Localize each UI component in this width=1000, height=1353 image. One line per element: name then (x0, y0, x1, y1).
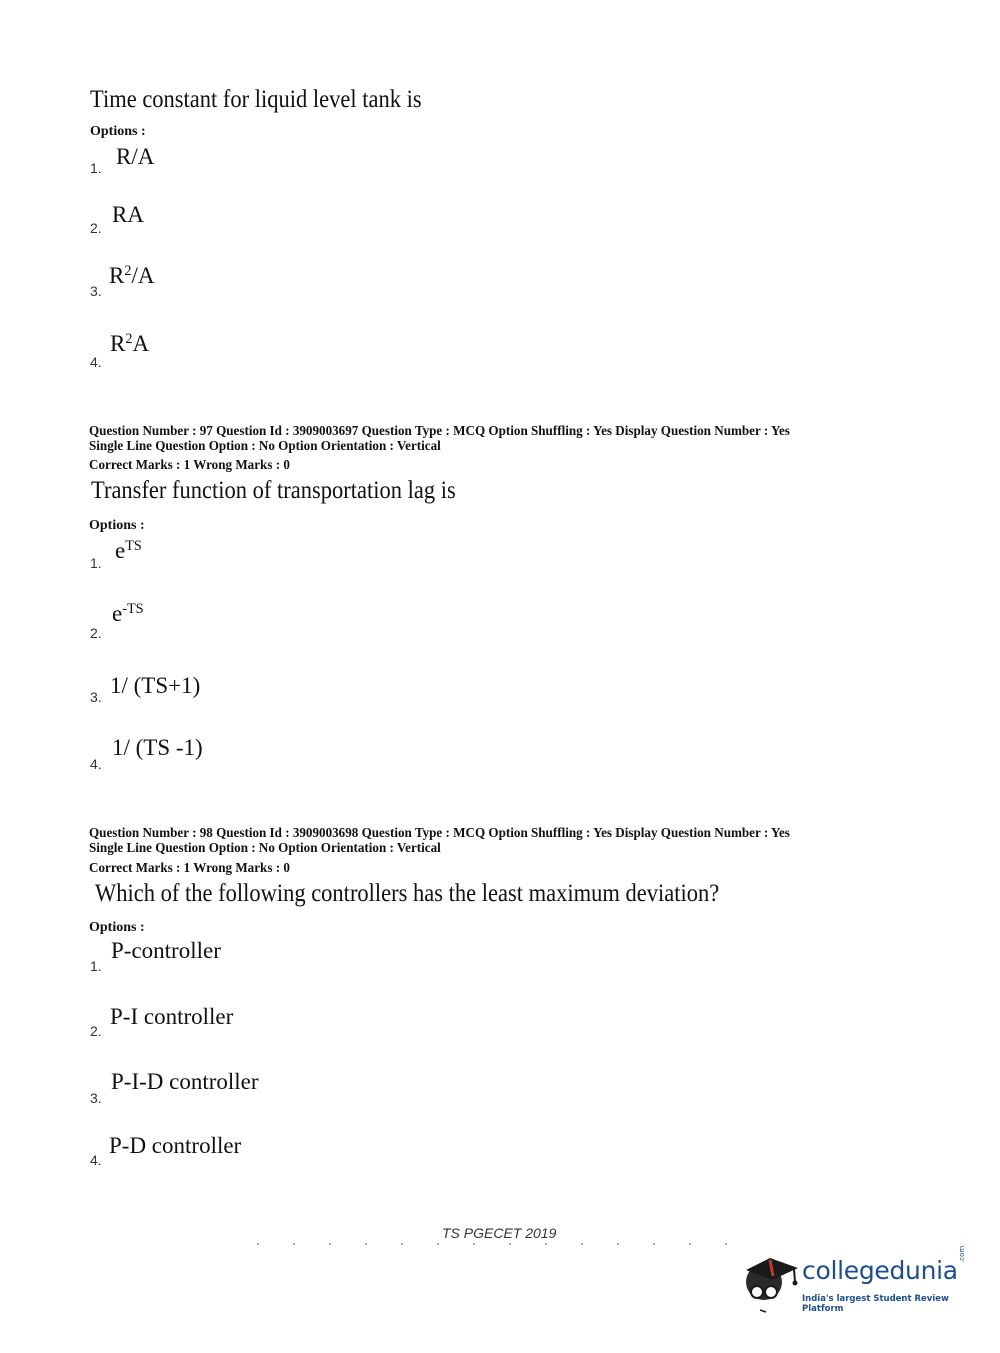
question-meta (89, 825, 790, 855)
options-label: Options : (90, 124, 146, 139)
option-value: $e^{-TS}$ (112, 601, 144, 626)
question-marks: Correct Marks : 1 Wrong Marks : 0 (89, 457, 290, 472)
question-text: Time constant for liquid level tank is (90, 86, 422, 113)
option-number: 4. (90, 756, 102, 772)
question-meta-line: Single Line Question Option : No Option Orientation : Vertical (89, 438, 441, 453)
option-value: $e^{TS}$ (115, 538, 142, 563)
option-number: 2. (90, 625, 102, 641)
question-marks: Correct Marks : 1 Wrong Marks : 0 (89, 860, 290, 875)
option-value: 1/ (TS -1) (112, 735, 203, 760)
option-number: 2. (90, 1023, 102, 1039)
option-value: R/A (116, 144, 155, 169)
option-number: 4. (90, 354, 102, 370)
option-number: 3. (90, 1090, 102, 1106)
option-value: P-D controller (109, 1133, 242, 1158)
option-number: 2. (90, 220, 102, 236)
option-number: 3. (90, 689, 102, 705)
collegedunia-logo (740, 1245, 970, 1318)
footer-exam-title: TS PGECET 2019 (442, 1225, 557, 1241)
option-value: $R^2/A$ (109, 263, 155, 288)
options-label: Options : (89, 920, 145, 935)
question-meta-line: Question Number : 98 Question Id : 3909003698 Question Type : MCQ Option Shuffling : Yes Display Question Number : Yes (89, 825, 790, 840)
question-text: Transfer function of transportation lag is (91, 477, 456, 504)
footer-divider (240, 1243, 760, 1245)
option-value: P-I-D controller (111, 1069, 259, 1094)
option-number: 3. (90, 283, 102, 299)
option-number: 4. (90, 1152, 102, 1168)
question-meta-line: Question Number : 97 Question Id : 3909003697 Question Type : MCQ Option Shuffling : Yes Display Question Number : Yes (89, 423, 790, 438)
question-meta-line: Single Line Question Option : No Option Orientation : Vertical (89, 840, 441, 855)
option-value: 1/ (TS+1) (110, 673, 201, 698)
option-number: 1. (90, 958, 102, 974)
logo-wordmark: collegedunia (802, 1256, 958, 1285)
student-mascot-icon (740, 1248, 802, 1318)
option-value: P-I controller (110, 1004, 234, 1029)
option-number: 1. (90, 160, 102, 176)
option-value: RA (112, 202, 144, 227)
logo-tagline: India's largest Student Review Platform (802, 1294, 949, 1314)
question-text: Which of the following controllers has the least maximum deviation? (95, 880, 720, 907)
logo-domain: .com (958, 1245, 966, 1263)
question-meta (89, 423, 790, 453)
option-value: P-controller (111, 938, 221, 963)
options-label: Options : (89, 518, 145, 533)
option-number: 1. (90, 555, 102, 571)
option-value: $R^2A$ (110, 331, 150, 356)
